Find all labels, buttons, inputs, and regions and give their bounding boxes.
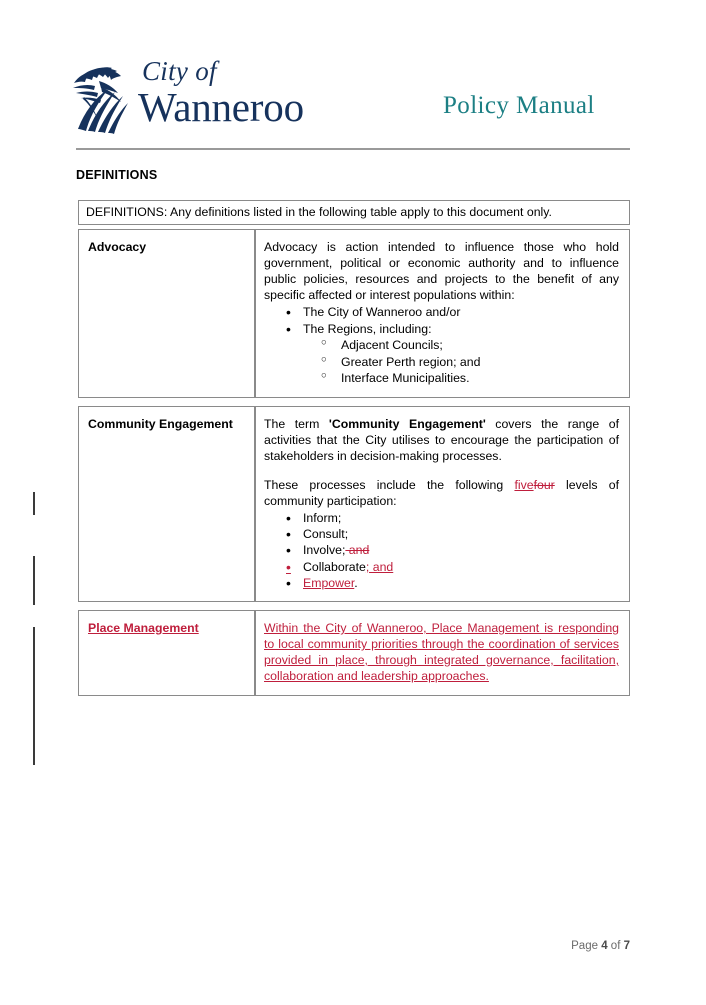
footer-page-total: 7 xyxy=(623,940,630,952)
logo-wordmark xyxy=(138,58,304,128)
tracked-deletion-four: four xyxy=(533,477,555,492)
definition-advocacy xyxy=(255,229,630,398)
advocacy-sub-bullet-list xyxy=(303,337,619,386)
table-row-place-management xyxy=(78,610,630,696)
footer-page-number: 4 xyxy=(601,940,608,952)
ce-para1-lead: The term xyxy=(264,417,329,432)
ce-para1-tail: covers the range of activities that the City utilises to encourage the participation of stakeholders in decision-making processes. xyxy=(264,417,619,463)
city-of-wanneroo-logo xyxy=(68,58,304,137)
ce-para2-tail: levels of community participation: xyxy=(264,477,619,508)
logo-city-of-text: City of xyxy=(142,56,217,86)
ce-paragraph-1 xyxy=(264,417,619,465)
definitions-note-box: DEFINITIONS: Any definitions listed in the following table apply to this document only. xyxy=(78,200,630,225)
list-item-label: The Regions, including: xyxy=(303,322,432,337)
ce-para2-lead: These processes include the following xyxy=(264,477,515,492)
tracked-insertion-empower: Empower xyxy=(303,575,355,590)
list-item xyxy=(286,559,619,575)
definition-place-management xyxy=(255,610,630,696)
advocacy-bullet-list xyxy=(264,304,619,386)
level-period: . xyxy=(354,575,358,590)
document-header xyxy=(0,0,706,150)
level-label: Consult; xyxy=(303,527,349,542)
list-item xyxy=(286,542,619,558)
list-item xyxy=(286,321,619,386)
table-row-community-engagement xyxy=(78,406,630,602)
term-community-engagement: Community Engagement xyxy=(78,406,255,602)
policy-manual-title: Policy Manual xyxy=(443,92,595,119)
term-place-management xyxy=(78,610,255,696)
list-item: ○ Interface Municipalities. xyxy=(321,370,619,386)
change-bar-1 xyxy=(33,492,35,515)
section-heading-definitions: DEFINITIONS xyxy=(76,168,158,182)
level-label: Inform; xyxy=(303,510,342,525)
level-label: Collaborate xyxy=(303,559,366,574)
definition-community-engagement xyxy=(255,406,630,602)
footer-page-prefix: Page xyxy=(571,940,602,952)
level-label: Involve; xyxy=(303,543,346,558)
table-row-advocacy xyxy=(78,229,630,398)
participation-levels-list xyxy=(264,510,619,591)
header-divider-rule xyxy=(76,148,630,150)
definitions-table xyxy=(78,200,630,704)
banksia-emblem-icon xyxy=(68,61,130,137)
change-bar-2 xyxy=(33,556,35,605)
term-place-management-label: Place Management xyxy=(88,621,199,636)
logo-wanneroo-text: Wanneroo xyxy=(138,84,304,130)
list-item: ○ Greater Perth region; and xyxy=(321,354,619,370)
footer-page-middle: of xyxy=(607,940,624,952)
term-advocacy: Advocacy xyxy=(78,229,255,398)
list-item xyxy=(286,510,619,526)
list-item: • The City of Wanneroo and/or xyxy=(286,304,619,320)
tracked-insertion-and: ; and xyxy=(365,559,394,574)
ce-paragraph-2 xyxy=(264,478,619,510)
tracked-insertion-five: five xyxy=(514,477,534,492)
list-item xyxy=(286,575,619,591)
change-bar-3 xyxy=(33,627,35,765)
list-item xyxy=(286,526,619,542)
ce-para1-quoted-term: 'Community Engagement' xyxy=(328,417,486,432)
tracked-deletion-and: and xyxy=(345,543,370,558)
list-item: ○ Adjacent Councils; xyxy=(321,337,619,353)
place-management-paragraph: Within the City of Wanneroo, Place Management is responding to local community priorities through the coordination of services provided in place, through integrated governance, facilitation, collaboration and leadership approaches. xyxy=(264,621,619,683)
page-footer xyxy=(0,940,630,952)
advocacy-paragraph: Advocacy is action intended to influence those who hold government, political or economic authority and to influence public policies, resources and projects to the benefit of any specific affected or interest populations within: xyxy=(264,240,619,302)
